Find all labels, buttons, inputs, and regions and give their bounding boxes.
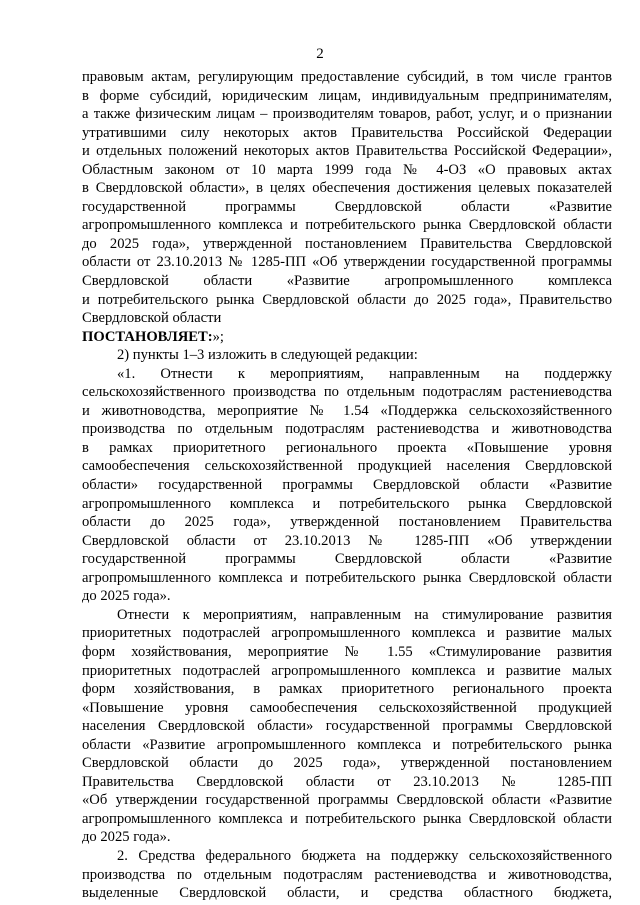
page-number: 2 bbox=[316, 46, 324, 62]
text-line-content: области «Развитие агропромышленного комплекса и потребительского рынка bbox=[82, 736, 612, 753]
text-line-content: «1. Отнести к мероприятиям, направленным на поддержку bbox=[117, 365, 612, 382]
text-line-content: 2. Средства федерального бюджета на поддержку сельскохозяйственного bbox=[117, 847, 612, 864]
text-line-content: утратившими силу некоторых актов Правительства Российской Федерации bbox=[82, 124, 612, 141]
text-line-content: производства по отдельным подотраслям растениеводства и животноводства bbox=[82, 421, 612, 438]
text-line bbox=[82, 791, 612, 810]
text-line bbox=[82, 680, 612, 699]
text-line-content: сельскохозяйственного производства по отдельным подотраслям растениеводства bbox=[82, 384, 612, 401]
text-line bbox=[82, 365, 612, 384]
text-line-content: «Об утверждении государственной программы Свердловской области «Развитие bbox=[82, 792, 612, 809]
text-line bbox=[82, 884, 612, 903]
text-line-content: приоритетных подотраслей агропромышленного комплекса и развитие малых bbox=[82, 625, 612, 642]
text-line-content: до 2025 года». bbox=[82, 588, 171, 605]
text-line-content: населения Свердловской области» государственной программы Свердловской bbox=[82, 718, 612, 735]
text-line-content: государственной программы Свердловской области «Развитие bbox=[82, 198, 612, 215]
text-line bbox=[82, 87, 612, 106]
text-line bbox=[82, 161, 612, 180]
text-line-content: а также физическим лицам – производителям товаров, работ, услуг, и о признании bbox=[82, 106, 612, 123]
text-line bbox=[82, 68, 612, 87]
text-line-content: в форме субсидий, юридическим лицам, индивидуальным предпринимателям, bbox=[82, 87, 612, 104]
text-line-content: выделенные Свердловской области, и средства областного бюджета, bbox=[82, 885, 612, 902]
text-line-content: области от 23.10.2013 № 1285-ПП «Об утверждении государственной программы bbox=[82, 254, 612, 271]
text-line-content: Свердловской области до 2025 года», утвержденной постановлением bbox=[82, 755, 612, 772]
text-line bbox=[82, 346, 612, 365]
text-line bbox=[82, 513, 612, 532]
text-line bbox=[82, 291, 612, 310]
text-line-content: Свердловской области bbox=[82, 310, 222, 327]
text-line bbox=[82, 253, 612, 272]
text-line bbox=[82, 272, 612, 291]
text-line-content: до 2025 года», утвержденной постановлением Правительства Свердловской bbox=[82, 235, 612, 252]
text-line bbox=[82, 402, 612, 421]
text-line-content: форм хозяйствования, в рамках приоритетного регионального проекта bbox=[82, 681, 612, 698]
text-line bbox=[82, 587, 612, 606]
text-line bbox=[82, 866, 612, 885]
text-line-content: правовым актам, регулирующим предоставление субсидий, в том числе грантов bbox=[82, 69, 612, 85]
text-line bbox=[82, 828, 612, 847]
text-line bbox=[82, 309, 612, 328]
text-line-content: и отдельных положений некоторых актов Правительства Российской Федерации», bbox=[82, 143, 612, 160]
text-line-content: в рамках приоритетного регионального проекта «Повышение уровня bbox=[82, 439, 612, 456]
text-line bbox=[82, 457, 612, 476]
text-line bbox=[82, 105, 612, 124]
text-line-content: Свердловской области от 23.10.2013 № 1285-ПП «Об утверждении bbox=[82, 532, 612, 549]
text-line bbox=[82, 550, 612, 569]
text-line-content: области» государственной программы Свердловской области «Развитие bbox=[82, 477, 612, 494]
text-line bbox=[82, 420, 612, 439]
text-line bbox=[82, 662, 612, 681]
text-line bbox=[82, 216, 612, 235]
text-line bbox=[82, 606, 612, 625]
text-line-content: агропромышленного комплекса и потребительского рынка Свердловской области bbox=[82, 569, 612, 586]
text-line-content: форм хозяйствования, мероприятие № 1.55 «Стимулирование развития bbox=[82, 643, 612, 660]
text-line-content: агропромышленного комплекса и потребительского рынка Свердловской области bbox=[82, 810, 612, 827]
text-line bbox=[82, 624, 612, 643]
text-line-content: государственной программы Свердловской области «Развитие bbox=[82, 551, 612, 568]
text-line bbox=[82, 439, 612, 458]
text-line-content: области до 2025 года», утвержденной постановлением Правительства bbox=[82, 514, 612, 531]
text-line-content: »; bbox=[212, 328, 224, 345]
document-body bbox=[82, 68, 612, 903]
text-line-content: агропромышленного комплекса и потребительского рынка Свердловской области bbox=[82, 217, 612, 234]
text-line bbox=[82, 847, 612, 866]
text-line bbox=[82, 754, 612, 773]
bold-keyword: ПОСТАНОВЛЯЕТ: bbox=[82, 328, 213, 345]
text-line-content: агропромышленного комплекса и потребительского рынка Свердловской bbox=[82, 495, 612, 512]
text-line-content: в Свердловской области», в целях обеспечения достижения целевых показателей bbox=[82, 180, 612, 197]
text-line bbox=[82, 773, 612, 792]
text-line bbox=[82, 495, 612, 514]
text-line bbox=[82, 717, 612, 736]
text-line-content: и потребительского рынка Свердловской области до 2025 года», Правительство bbox=[82, 291, 612, 308]
text-line-content: Отнести к мероприятиям, направленным на стимулирование развития bbox=[117, 606, 612, 623]
text-line bbox=[82, 532, 612, 551]
text-line bbox=[82, 328, 612, 347]
text-line-content: Свердловской области «Развитие агропромышленного комплекса bbox=[82, 273, 612, 290]
text-line bbox=[82, 179, 612, 198]
text-line-content: «Повышение уровня самообеспечения сельскохозяйственной продукцией bbox=[82, 699, 612, 716]
text-line-content: приоритетных подотраслей агропромышленного комплекса и развитие малых bbox=[82, 662, 612, 679]
text-line bbox=[82, 699, 612, 718]
text-line bbox=[82, 810, 612, 829]
text-line bbox=[82, 124, 612, 143]
text-line bbox=[82, 198, 612, 217]
text-line-content: производства по отдельным подотраслям растениеводства и животноводства, bbox=[82, 866, 612, 883]
text-line-content: и животноводства, мероприятие № 1.54 «Поддержка сельскохозяйственного bbox=[82, 402, 612, 419]
text-line bbox=[82, 235, 612, 254]
text-line-content: Правительства Свердловской области от 23.10.2013 № 1285-ПП bbox=[82, 773, 612, 790]
text-line bbox=[82, 569, 612, 588]
text-line bbox=[82, 142, 612, 161]
text-line-content: Областным законом от 10 марта 1999 года № 4-ОЗ «О правовых актах bbox=[82, 161, 612, 178]
text-line bbox=[82, 383, 612, 402]
text-line bbox=[82, 476, 612, 495]
text-line bbox=[82, 736, 612, 755]
text-line-content: самообеспечения сельскохозяйственной продукцией населения Свердловской bbox=[82, 458, 612, 475]
text-line bbox=[82, 643, 612, 662]
text-line-content: до 2025 года». bbox=[82, 829, 171, 846]
text-line-content: 2) пункты 1–3 изложить в следующей редакции: bbox=[117, 347, 418, 364]
